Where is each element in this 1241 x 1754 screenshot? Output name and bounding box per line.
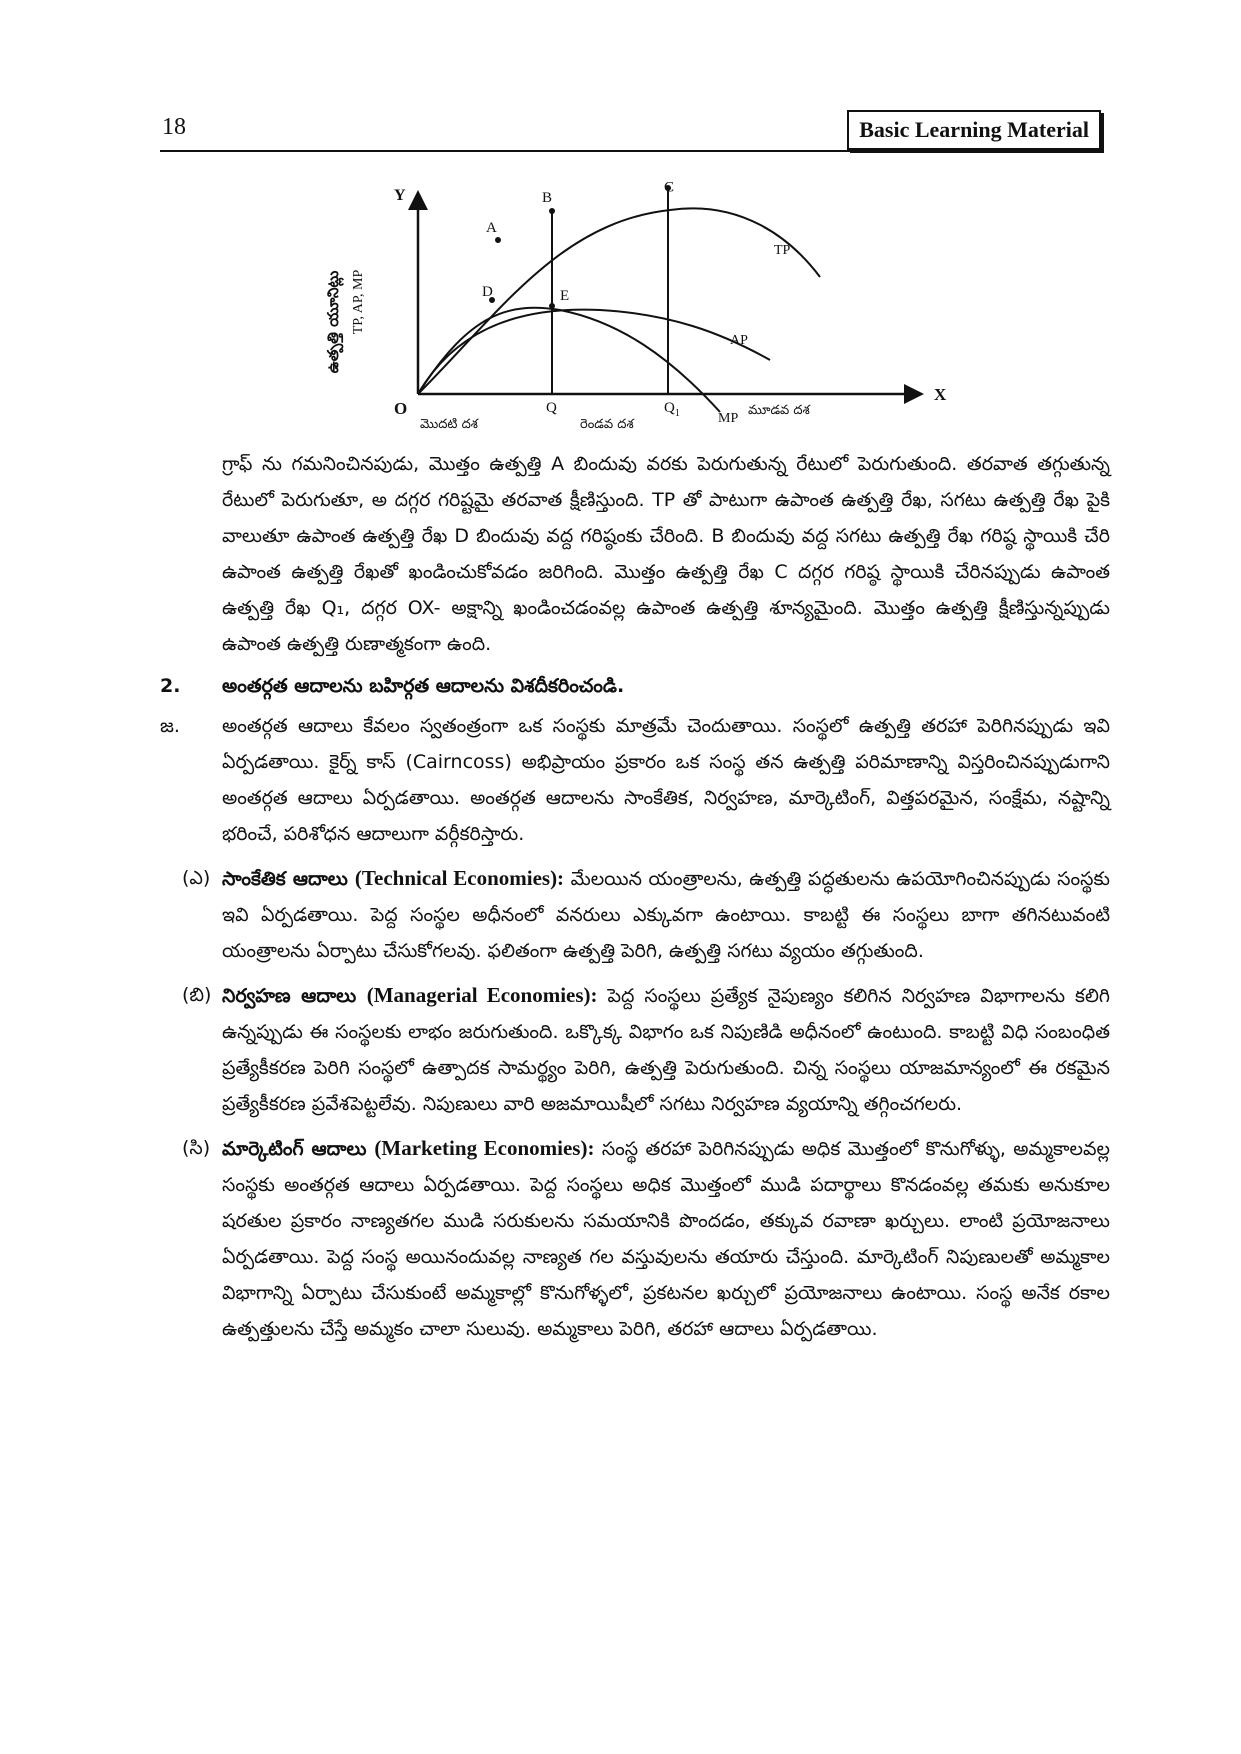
header-rule	[160, 150, 1091, 152]
mp-curve	[418, 308, 720, 412]
point-c-label: C	[664, 182, 675, 196]
section-technical	[160, 860, 1110, 969]
section-title-te: మార్కెటింగ్ ఆదాలు	[222, 1138, 367, 1160]
section-title-te: నిర్వహణ ఆదాలు	[222, 985, 357, 1007]
stage-three-label: మూడవ దశ	[748, 403, 810, 418]
page-number: 18	[162, 114, 186, 140]
point-a-label: A	[486, 220, 497, 236]
answer-text: అంతర్గత ఆదాలు కేవలం స్వతంత్రంగా ఒక సంస్థకు మాత్రమే చెందుతాయి. సంస్థలో ఉత్పత్తి తరహా పెరిగినప్పుడు ఇవి ఏర్పడతాయి. కైర్న్ కాస్ (Cairncoss) అభిప్రాయం ప్రకారం ఒక సంస్థ తన ఉత్పత్తి పరిమాణాన్ని విస్తరించినప్పుడుగాని అంతర్గత ఆదాలు ఏర్పడతాయి. అంతర్గత ఆదాలను సాంకేతిక, నిర్వహణ, మార్కెటింగ్, విత్తపరమైన, సంక్షేమ, నష్టాన్ని భరించే, పరిశోధన ఆదాలుగా వర్గీకరిస్తారు.	[222, 715, 1110, 845]
section-label: (బి)	[182, 984, 212, 1006]
intro-paragraph: గ్రాఫ్ ను గమనించినపుడు, మొత్తం ఉత్పత్తి A బిందువు వరకు పెరుగుతున్న రేటులో పెరుగుతుంది. తరవాత తగ్గుతున్న రేటులో పెరుగుతూ, అ దగ్గర గరిష్టమై తరవాత క్షీణిస్తుంది. TP తో పాటుగా ఉపాంత ఉత్పత్తి రేఖ, సగటు ఉత్పత్తి రేఖ పైకి వాలుతూ ఉపాంత ఉత్పత్తి రేఖ D బిందువు వద్ద గరిష్ఠంకు చేరింది. B బిందువు వద్ద సగటు ఉత్పత్తి రేఖ గరిష్ఠ స్థాయికి చేరి ఉపాంత ఉత్పత్తి రేఖతో ఖండించుకోవడం జరిగింది. మొత్తం ఉత్పత్తి రేఖ C దగ్గర గరిష్ఠ స్థాయికి చేరినప్పుడు ఉపాంత ఉత్పత్తి రేఖ Q₁, దగ్గర OX- అక్షాన్ని ఖండించడంవల్ల ఉపాంత ఉత్పత్తి శూన్యమైంది. మొత్తం ఉత్పత్తి క్షీణిస్తున్నప్పుడు ఉపాంత ఉత్పత్తి రుణాత్మకంగా ఉంది.	[222, 453, 1110, 655]
point-b-marker	[549, 208, 555, 214]
question-number: 2.	[160, 675, 181, 697]
point-a-marker	[495, 237, 501, 243]
section-label: (సి)	[182, 1137, 211, 1159]
y-axis-letter: Y	[394, 187, 406, 204]
point-b-label: B	[542, 190, 553, 206]
answer-row	[160, 708, 1110, 852]
question-text: అంతర్గత ఆదాలను బహిర్గత ఆదాలను విశదీకరించండి.	[222, 675, 625, 697]
tp-label: TP	[774, 243, 791, 258]
section-title-te: సాంకేతిక ఆదాలు	[222, 868, 348, 890]
question-row	[160, 668, 1110, 704]
mp-label: MP	[718, 411, 739, 426]
section-managerial	[160, 977, 1110, 1122]
ap-label: AP	[730, 333, 748, 348]
section-body	[222, 860, 1110, 969]
section-body	[222, 977, 1110, 1122]
page-content	[160, 446, 1110, 1347]
book-title-box: Basic Learning Material	[847, 110, 1101, 150]
tp-curve	[418, 208, 820, 394]
point-e-label: E	[560, 288, 570, 304]
point-e-marker	[549, 303, 555, 309]
section-text: పెద్ద సంస్థలు ప్రత్యేక నైపుణ్యం కలిగిన నిర్వహణ విభాగాలను కలిగి ఉన్నప్పుడు ఈ సంస్థలకు లాభం జరుగుతుంది. ఒక్కొక్క విభాగం ఒక నిపుణిడి అధీనంలో ఉంటుంది. కాబట్టి విధి సంబంధిత ప్రత్యేకీకరణ పెరిగి సంస్థలో ఉత్పాదక సామర్థ్యం పెరిగి, ఉత్పత్తి పెరుగుతుంది. చిన్న సంస్థలు యాజమాన్యంలో ఈ రకమైన ప్రత్యేకీకరణ ప్రవేశపెట్టలేవు. నిపుణులు వారి అజమాయిషీలో సగటు నిర్వహణ వ్యయాన్ని తగ్గించగలరు.	[222, 985, 1110, 1115]
section-marketing	[160, 1130, 1110, 1347]
section-text: సంస్థ తరహా పెరిగినప్పుడు అధిక మొత్తంలో కొనుగోళ్ళు, అమ్మకాలవల్ల సంస్థకు అంతర్గత ఆదాలు ఏర్పడతాయి. పెద్ద సంస్థలు అధిక మొత్తంలో ముడి పదార్థాలు కొనడంవల్ల తమకు అనుకూల షరతుల ప్రకారం నాణ్యతగల ముడి సరుకులను సమయానికి పొందడం, తక్కువ రవాణా ఖర్చులు. లాంటి ప్రయోజనాలు ఏర్పడతాయి. పెద్ద సంస్థ అయినందువల్ల నాణ్యత గల వస్తువులను తయారు చేస్తుంది. మార్కెటింగ్ నిపుణులతో అమ్మకాల విభాగాన్ని ఏర్పాటు చేసుకుంటే అమ్మకాల్లో కొనుగోళ్ళలో, ప్రకటనల ఖర్చులో ప్రయోజనాలు ఉంటాయి. సంస్థ అనేక రకాల ఉత్పత్తులను చేస్తే అమ్మకం చాలా సులువు. అమ్మకాలు పెరిగి, తరహా ఆదాలు ఏర్పడతాయి.	[222, 1138, 1110, 1340]
section-title-en: (Marketing Economies):	[374, 1136, 595, 1160]
point-d-label: D	[482, 284, 493, 300]
section-title-en: (Technical Economies):	[354, 866, 565, 890]
x-axis-letter: X	[934, 385, 947, 404]
production-curves-figure	[300, 182, 980, 444]
section-label: (ఎ)	[182, 867, 211, 889]
origin-letter: O	[394, 399, 408, 418]
stage-one-label: మొదటి దశ	[420, 417, 478, 432]
q-label: Q	[546, 400, 557, 416]
section-title-en: (Managerial Economies):	[366, 983, 598, 1007]
section-body	[222, 1130, 1110, 1347]
q1-label: $Q_1$	[664, 400, 680, 419]
production-graph	[300, 182, 980, 444]
stage-two-label: రెండవ దశ	[580, 417, 634, 432]
section-text: మేలయిన యంత్రాలను, ఉత్పత్తి పద్ధతులను ఉపయోగించినప్పుడు సంస్థకు ఇవి ఏర్పడతాయి. పెద్ద సంస్థల అధీనంలో వనరులు ఎక్కువగా ఉంటాయి. కాబట్టి ఈ సంస్థలు బాగా తగినటువంటి యంత్రాలను ఏర్పాటు చేసుకోగలవు. ఫలితంగా ఉత్పత్తి పెరిగి, ఉత్పత్తి సగటు వ్యయం తగ్గుతుంది.	[222, 868, 1110, 962]
y-label-english: TP, AP, MP	[351, 269, 366, 335]
answer-label: జ.	[160, 715, 180, 737]
ap-curve	[418, 310, 770, 394]
page-header	[160, 110, 1101, 152]
y-label-telugu: ఉత్పత్తి యూనిట్లు	[324, 270, 342, 374]
